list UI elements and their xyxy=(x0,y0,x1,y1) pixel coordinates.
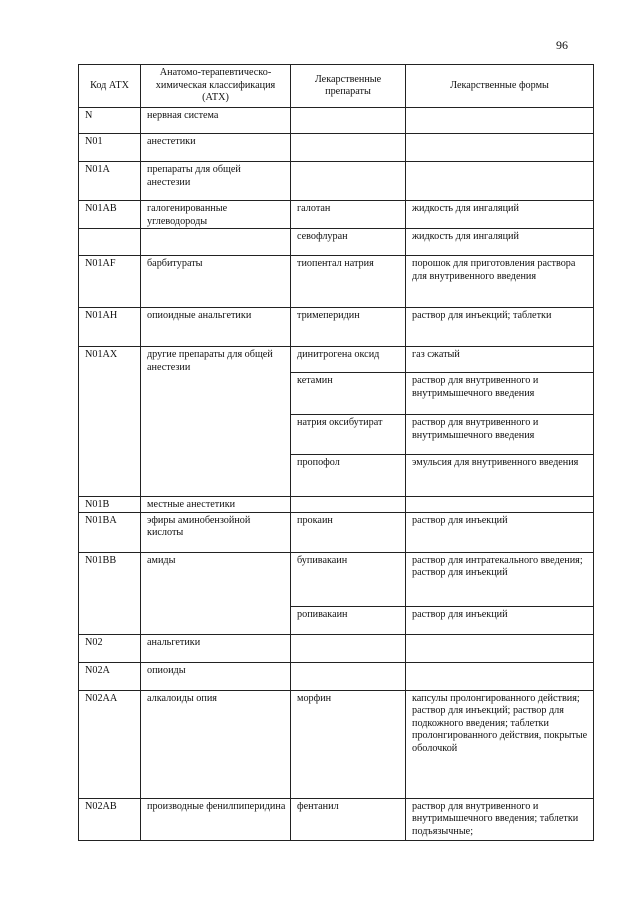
row-drug: прокаин xyxy=(291,512,406,552)
row-code: N01A xyxy=(79,162,141,201)
row-drug xyxy=(291,108,406,134)
page-number: 96 xyxy=(556,38,568,52)
row-forms: раствор для инъекций; таблетки xyxy=(406,308,594,347)
header-forms: Лекарственные формы xyxy=(406,65,594,108)
row-drug: пропофол xyxy=(291,455,406,497)
row-code: N02A xyxy=(79,662,141,690)
row-code: N01 xyxy=(79,134,141,162)
row-code xyxy=(79,229,141,256)
row-forms: раствор для инъекций xyxy=(406,606,594,634)
row-drug xyxy=(291,634,406,662)
table-row xyxy=(79,134,594,162)
row-classification: нервная система xyxy=(141,108,291,134)
row-forms xyxy=(406,662,594,690)
row-classification: алкалоиды опия xyxy=(141,690,291,798)
atc-table xyxy=(78,64,594,841)
table-row xyxy=(79,256,594,308)
table-row xyxy=(79,662,594,690)
row-code: N01AH xyxy=(79,308,141,347)
row-drug: динитрогена оксид xyxy=(291,347,406,373)
row-drug: фентанил xyxy=(291,798,406,840)
table-row xyxy=(79,308,594,347)
row-code: N xyxy=(79,108,141,134)
row-drug: галотан xyxy=(291,201,406,229)
row-drug: кетамин xyxy=(291,373,406,415)
row-classification: препараты для общей анестезии xyxy=(141,162,291,201)
table-row xyxy=(79,497,594,513)
row-forms xyxy=(406,134,594,162)
row-classification: амиды xyxy=(141,552,291,634)
row-forms: эмульсия для внутривенного введения xyxy=(406,455,594,497)
row-classification: другие препараты для общей анестезии xyxy=(141,347,291,497)
row-forms xyxy=(406,634,594,662)
header-code: Код АТХ xyxy=(79,65,141,108)
table-row xyxy=(79,201,594,229)
table-row xyxy=(79,229,594,256)
row-forms: порошок для приготовления раствора для внутривенного введения xyxy=(406,256,594,308)
row-forms xyxy=(406,162,594,201)
row-code: N02AB xyxy=(79,798,141,840)
header-drugs: Лекарственные препараты xyxy=(291,65,406,108)
row-classification: эфиры аминобензойной кислоты xyxy=(141,512,291,552)
row-code: N01B xyxy=(79,497,141,513)
row-code: N01AF xyxy=(79,256,141,308)
table-row xyxy=(79,798,594,840)
row-drug: натрия оксибутират xyxy=(291,415,406,455)
row-forms: жидкость для ингаляций xyxy=(406,229,594,256)
row-classification: местные анестетики xyxy=(141,497,291,513)
row-classification: галогенированные углеводороды xyxy=(141,201,291,229)
row-code: N01BA xyxy=(79,512,141,552)
row-forms xyxy=(406,108,594,134)
row-forms: капсулы пролонгированного действия; раствор для инъекций; раствор для подкожного введения; таблетки пролонгированного действия, покрытые оболочкой xyxy=(406,690,594,798)
row-classification xyxy=(141,229,291,256)
row-drug: ропивакаин xyxy=(291,606,406,634)
row-forms: раствор для внутривенного и внутримышечного введения xyxy=(406,415,594,455)
row-forms xyxy=(406,497,594,513)
row-drug xyxy=(291,662,406,690)
row-drug: севофлуран xyxy=(291,229,406,256)
table-row xyxy=(79,512,594,552)
row-code: N01BB xyxy=(79,552,141,634)
row-classification: производные фенилпиперидина xyxy=(141,798,291,840)
table-row xyxy=(79,690,594,798)
row-drug: морфин xyxy=(291,690,406,798)
table-row xyxy=(79,634,594,662)
row-drug xyxy=(291,134,406,162)
row-classification: опиоидные анальгетики xyxy=(141,308,291,347)
row-classification: анальгетики xyxy=(141,634,291,662)
table-row xyxy=(79,162,594,201)
header-classification: Анатомо-терапевтическо-химическая классификация (АТХ) xyxy=(141,65,291,108)
row-code: N01AB xyxy=(79,201,141,229)
row-classification: опиоиды xyxy=(141,662,291,690)
row-code: N02 xyxy=(79,634,141,662)
row-forms: газ сжатый xyxy=(406,347,594,373)
row-forms: раствор для внутривенного и внутримышечного введения xyxy=(406,373,594,415)
row-drug: бупивакаин xyxy=(291,552,406,606)
row-code: N01AX xyxy=(79,347,141,497)
table-header-row xyxy=(79,65,594,108)
row-forms-text: раствор для интратекального введения; раствор для инъекций xyxy=(412,554,583,578)
row-forms xyxy=(406,552,594,606)
table-row xyxy=(79,552,594,606)
row-forms: раствор для внутривенного и внутримышечного введения; таблетки подъязычные; xyxy=(406,798,594,840)
row-drug: тиопентал натрия xyxy=(291,256,406,308)
row-forms: жидкость для ингаляций xyxy=(406,201,594,229)
row-classification: анестетики xyxy=(141,134,291,162)
row-drug: тримеперидин xyxy=(291,308,406,347)
table-row xyxy=(79,108,594,134)
row-drug xyxy=(291,162,406,201)
row-classification: барбитураты xyxy=(141,256,291,308)
row-forms: раствор для инъекций xyxy=(406,512,594,552)
row-drug xyxy=(291,497,406,513)
table-row xyxy=(79,347,594,373)
row-code: N02AA xyxy=(79,690,141,798)
